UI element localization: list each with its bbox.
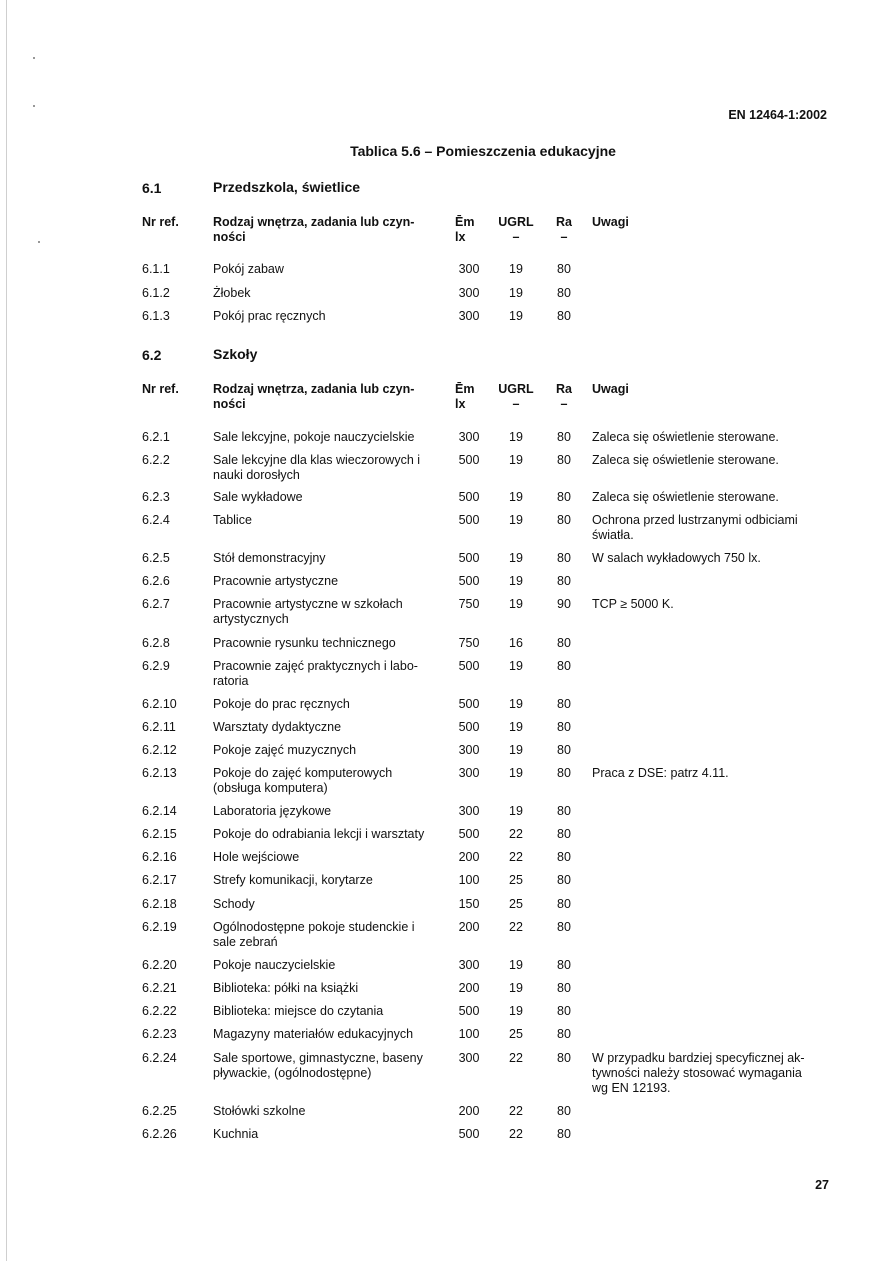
- section-number: 6.1: [142, 180, 162, 196]
- ra-symbol: Ra: [556, 382, 572, 396]
- section-title: Przedszkola, świetlice: [213, 179, 361, 195]
- row-name: Biblioteka: miejsce do czytania: [213, 1004, 384, 1018]
- row-ref: 6.2.21: [142, 981, 177, 995]
- row-ra: 80: [557, 1004, 571, 1018]
- row-ra: 80: [557, 262, 571, 276]
- row-em: 500: [458, 697, 480, 711]
- row-ref: 6.2.13: [142, 766, 177, 780]
- row-name: Magazyny materiałów edukacyjnych: [213, 1027, 414, 1041]
- row-ref: 6.1.3: [142, 309, 170, 323]
- scan-speck: [33, 57, 35, 59]
- row-ref: 6.2.10: [142, 697, 177, 711]
- row-em: 500: [458, 513, 480, 527]
- column-header-ugr: [496, 215, 536, 245]
- row-em: 300: [458, 262, 480, 276]
- row-ref: 6.2.25: [142, 1104, 177, 1118]
- row-notes: Praca z DSE: patrz 4.11.: [592, 766, 729, 780]
- row-ugr: 19: [509, 720, 523, 734]
- row-name: Tablice: [213, 513, 252, 527]
- row-ra: 80: [557, 897, 571, 911]
- ra-unit: –: [560, 397, 568, 411]
- row-ra: 80: [557, 720, 571, 734]
- ra-unit: –: [560, 230, 568, 244]
- row-ra: 80: [557, 309, 571, 323]
- row-notes: W salach wykładowych 750 lx.: [592, 551, 761, 565]
- scan-edge-line: [6, 0, 7, 1261]
- row-ref: 6.2.3: [142, 490, 170, 504]
- row-ugr: 19: [509, 958, 523, 972]
- row-ref: 6.2.16: [142, 850, 177, 864]
- row-ra: 80: [557, 743, 571, 757]
- row-name: Biblioteka: półki na książki: [213, 981, 359, 995]
- column-header-ra: [552, 382, 576, 412]
- row-ugr: 19: [509, 551, 523, 565]
- row-name: Schody: [213, 897, 255, 911]
- row-notes: Zaleca się oświetlenie sterowane.: [592, 490, 779, 504]
- row-em: 500: [458, 1127, 480, 1141]
- column-header-ugr: [496, 382, 536, 412]
- row-ra: 80: [557, 766, 571, 780]
- row-em: 500: [458, 659, 480, 673]
- row-ra: 80: [557, 873, 571, 887]
- row-ra: 80: [557, 453, 571, 467]
- row-em: 200: [458, 850, 480, 864]
- row-em: 300: [458, 430, 480, 444]
- row-ugr: 19: [509, 1004, 523, 1018]
- row-name: Sale wykładowe: [213, 490, 303, 504]
- row-ref: 6.1.1: [142, 262, 170, 276]
- row-em: 500: [458, 1004, 480, 1018]
- row-ugr: 25: [509, 873, 523, 887]
- row-ra: 80: [557, 981, 571, 995]
- row-em: 500: [458, 551, 480, 565]
- row-ref: 6.2.1: [142, 430, 170, 444]
- row-ra: 80: [557, 827, 571, 841]
- column-header-notes: Uwagi: [592, 215, 629, 229]
- row-name: Pokoje do odrabiania lekcji i warsztaty: [213, 827, 425, 841]
- row-ugr: 22: [509, 1104, 523, 1118]
- scan-speck: [33, 105, 35, 107]
- row-em: 300: [458, 958, 480, 972]
- row-ugr: 19: [509, 743, 523, 757]
- row-name: Kuchnia: [213, 1127, 259, 1141]
- em-unit: lx: [455, 397, 466, 411]
- row-ugr: 19: [509, 286, 523, 300]
- scan-speck: [38, 241, 40, 243]
- em-symbol: Ēm: [455, 215, 475, 229]
- ugr-symbol: UGRL: [498, 382, 534, 396]
- row-name: Strefy komunikacji, korytarze: [213, 873, 373, 887]
- row-notes: TCP ≥ 5000 K.: [592, 597, 674, 611]
- row-ugr: 16: [509, 636, 523, 650]
- row-ref: 6.2.17: [142, 873, 177, 887]
- column-header-ref: Nr ref.: [142, 382, 179, 396]
- row-name: Sale sportowe, gimnastyczne, baseny pływackie, (ogólnodostępne): [213, 1051, 423, 1080]
- row-ugr: 22: [509, 850, 523, 864]
- column-header-em: [455, 215, 483, 245]
- row-ugr: 19: [509, 309, 523, 323]
- row-ra: 80: [557, 850, 571, 864]
- row-em: 300: [458, 804, 480, 818]
- ra-symbol: Ra: [556, 215, 572, 229]
- row-em: 300: [458, 743, 480, 757]
- row-name: Pokoje do zajęć komputerowych (obsługa komputera): [213, 766, 393, 795]
- row-ra: 80: [557, 804, 571, 818]
- column-header-name: Rodzaj wnętrza, zadania lub czyn-ności: [213, 215, 415, 244]
- column-header-em: [455, 382, 483, 412]
- row-ra: 80: [557, 574, 571, 588]
- row-em: 750: [458, 597, 480, 611]
- row-ugr: 19: [509, 697, 523, 711]
- row-em: 300: [458, 286, 480, 300]
- row-notes: Zaleca się oświetlenie sterowane.: [592, 430, 779, 444]
- row-em: 500: [458, 827, 480, 841]
- page-number: 27: [815, 1178, 829, 1192]
- column-header-ref: Nr ref.: [142, 215, 179, 229]
- ugr-unit: –: [512, 397, 520, 411]
- row-ref: 6.2.7: [142, 597, 170, 611]
- row-ugr: 22: [509, 1127, 523, 1141]
- row-ref: 6.2.6: [142, 574, 170, 588]
- row-ugr: 19: [509, 981, 523, 995]
- column-header-ra: [552, 215, 576, 245]
- row-ra: 80: [557, 636, 571, 650]
- row-ra: 80: [557, 920, 571, 934]
- row-name: Pokoje zajęć muzycznych: [213, 743, 357, 757]
- row-name: Hole wejściowe: [213, 850, 300, 864]
- row-name: Pokój zabaw: [213, 262, 284, 276]
- row-notes: Ochrona przed lustrzanymi odbiciami światła.: [592, 513, 798, 542]
- row-name: Sale lekcyjne dla klas wieczorowych i nauki dorosłych: [213, 453, 421, 482]
- row-ra: 90: [557, 597, 571, 611]
- row-em: 750: [458, 636, 480, 650]
- row-name: Ogólnodostępne pokoje studenckie i sale zebrań: [213, 920, 415, 949]
- row-ra: 80: [557, 659, 571, 673]
- row-ugr: 22: [509, 827, 523, 841]
- row-em: 200: [458, 1104, 480, 1118]
- row-ref: 6.2.14: [142, 804, 177, 818]
- row-ra: 80: [557, 1127, 571, 1141]
- row-ra: 80: [557, 1051, 571, 1065]
- row-em: 150: [458, 897, 480, 911]
- row-ra: 80: [557, 286, 571, 300]
- row-ref: 6.2.4: [142, 513, 170, 527]
- row-ugr: 25: [509, 1027, 523, 1041]
- row-em: 500: [458, 574, 480, 588]
- row-name: Stołówki szkolne: [213, 1104, 306, 1118]
- row-name: Pokoje nauczycielskie: [213, 958, 336, 972]
- row-ugr: 19: [509, 262, 523, 276]
- row-em: 300: [458, 1051, 480, 1065]
- row-ref: 6.2.5: [142, 551, 170, 565]
- row-ra: 80: [557, 551, 571, 565]
- row-ugr: 19: [509, 574, 523, 588]
- em-unit: lx: [455, 230, 466, 244]
- row-ugr: 19: [509, 659, 523, 673]
- row-ugr: 19: [509, 766, 523, 780]
- row-ra: 80: [557, 958, 571, 972]
- row-name: Stół demonstracyjny: [213, 551, 326, 565]
- row-em: 200: [458, 920, 480, 934]
- row-name: Pracownie artystyczne: [213, 574, 339, 588]
- row-ref: 6.2.24: [142, 1051, 177, 1065]
- row-ra: 80: [557, 513, 571, 527]
- row-em: 300: [458, 309, 480, 323]
- row-ref: 6.2.22: [142, 1004, 177, 1018]
- row-ugr: 22: [509, 1051, 523, 1065]
- row-ugr: 19: [509, 430, 523, 444]
- row-ref: 6.2.12: [142, 743, 177, 757]
- row-ref: 6.2.8: [142, 636, 170, 650]
- row-ugr: 19: [509, 804, 523, 818]
- row-em: 300: [458, 766, 480, 780]
- row-name: Pracownie zajęć praktycznych i labo-ratoria: [213, 659, 418, 688]
- table-title: Tablica 5.6 – Pomieszczenia edukacyjne: [350, 143, 616, 159]
- section-title: Szkoły: [213, 346, 258, 362]
- row-ugr: 19: [509, 490, 523, 504]
- row-ra: 80: [557, 1027, 571, 1041]
- row-ref: 6.2.20: [142, 958, 177, 972]
- row-ra: 80: [557, 1104, 571, 1118]
- column-header-name: Rodzaj wnętrza, zadania lub czyn-ności: [213, 382, 415, 411]
- row-ref: 6.2.15: [142, 827, 177, 841]
- standard-header: EN 12464-1:2002: [728, 108, 827, 122]
- row-name: Żłobek: [213, 286, 251, 300]
- ugr-symbol: UGRL: [498, 215, 534, 229]
- row-ra: 80: [557, 490, 571, 504]
- column-header-notes: Uwagi: [592, 382, 629, 396]
- row-ref: 6.2.26: [142, 1127, 177, 1141]
- row-em: 500: [458, 490, 480, 504]
- row-em: 200: [458, 981, 480, 995]
- row-ugr: 19: [509, 597, 523, 611]
- row-ugr: 22: [509, 920, 523, 934]
- row-ref: 6.2.18: [142, 897, 177, 911]
- row-ref: 6.2.11: [142, 720, 176, 734]
- em-symbol: Ēm: [455, 382, 475, 396]
- row-ref: 6.2.9: [142, 659, 170, 673]
- row-ra: 80: [557, 430, 571, 444]
- row-em: 500: [458, 453, 480, 467]
- row-ugr: 19: [509, 453, 523, 467]
- row-notes: W przypadku bardziej specyficznej ak-tywności należy stosować wymagania wg EN 12193.: [592, 1051, 805, 1095]
- row-ref: 6.2.19: [142, 920, 177, 934]
- row-ref: 6.1.2: [142, 286, 170, 300]
- row-ra: 80: [557, 697, 571, 711]
- row-name: Pokoje do prac ręcznych: [213, 697, 350, 711]
- row-ugr: 25: [509, 897, 523, 911]
- row-name: Sale lekcyjne, pokoje nauczycielskie: [213, 430, 415, 444]
- row-name: Laboratoria językowe: [213, 804, 332, 818]
- row-ref: 6.2.23: [142, 1027, 177, 1041]
- row-name: Pokój prac ręcznych: [213, 309, 326, 323]
- row-name: Pracownie rysunku technicznego: [213, 636, 396, 650]
- row-ref: 6.2.2: [142, 453, 170, 467]
- row-notes: Zaleca się oświetlenie sterowane.: [592, 453, 779, 467]
- row-em: 100: [458, 873, 480, 887]
- section-number: 6.2: [142, 347, 162, 363]
- row-em: 500: [458, 720, 480, 734]
- row-name: Pracownie artystyczne w szkołach artystycznych: [213, 597, 403, 626]
- ugr-unit: –: [512, 230, 520, 244]
- row-name: Warsztaty dydaktyczne: [213, 720, 342, 734]
- row-ugr: 19: [509, 513, 523, 527]
- row-em: 100: [458, 1027, 480, 1041]
